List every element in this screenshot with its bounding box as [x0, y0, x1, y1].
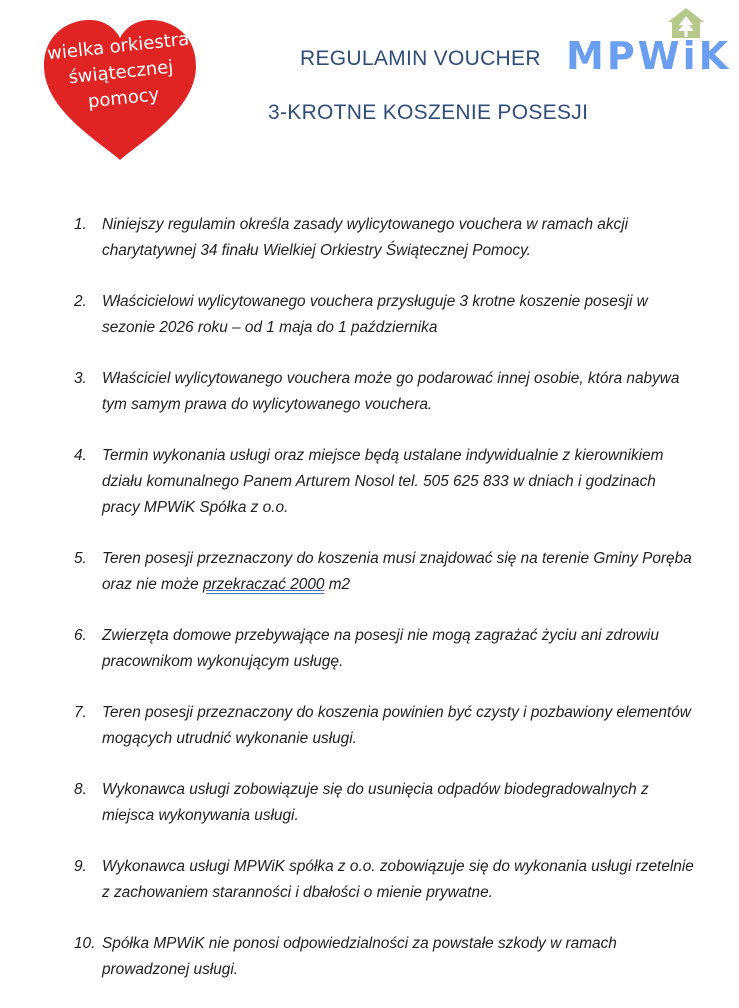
rule-item [74, 212, 694, 264]
rule-item [74, 546, 694, 598]
rule-number: 1. [74, 216, 87, 233]
wosp-heart-logo [40, 14, 212, 164]
rule-number: 6. [74, 627, 87, 644]
heart-logo-text [37, 26, 204, 120]
rule-text: Właściciel wylicytowanego vouchera może go podarować innej osobie, która nabywa tym samym prawa do wylicytowanego vouchera. [102, 370, 680, 413]
heart-line-3: pomocy [86, 84, 161, 113]
document-subtitle: 3-KROTNE KOSZENIE POSESJI [268, 101, 589, 124]
rule-number: 8. [74, 781, 87, 798]
heart-line-1: wielka orkiestra [46, 28, 191, 65]
rule-text-underlined: przekraczać 2000 [202, 576, 325, 593]
rule-number: 3. [74, 370, 87, 387]
rule-item [74, 777, 694, 829]
rule-text: Wykonawca usługi MPWiK spółka z o.o. zobowiązuje się do wykonania usługi rzetelnie z zachowaniem staranności i dbałości o mienie prywatne. [102, 858, 694, 901]
rule-item [74, 854, 694, 906]
rules-list [74, 212, 694, 1008]
rule-number: 7. [74, 704, 87, 721]
rule-text: Teren posesji przeznaczony do koszenia powinien być czysty i pozbawiony elementów mogących utrudnić wykonanie usługi. [102, 704, 691, 747]
rule-text: Termin wykonania usługi oraz miejsce będą ustalane indywidualnie z kierownikiem działu komunalnego Panem Arturem Nosol tel. 505 625 833 w dniach i godzinach pracy MPWiK Spółka z o.o. [102, 447, 664, 516]
rule-number: 10. [74, 935, 96, 952]
rule-number: 2. [74, 293, 87, 310]
rule-text-before: Teren posesji przeznaczony do koszenia musi znajdować się na terenie Gminy Poręba oraz nie może [102, 550, 692, 593]
rule-text: Zwierzęta domowe przebywające na posesji nie mogą zagrażać życiu ani zdrowiu pracownikom wykonującym usługę. [102, 627, 659, 670]
rule-text [102, 546, 694, 598]
heart-line-2: świątecznej [67, 56, 175, 89]
document-title: REGULAMIN VOUCHER [300, 47, 541, 70]
rule-number: 5. [74, 550, 87, 567]
rule-number: 9. [74, 858, 87, 875]
rule-text: Właścicielowi wylicytowanego vouchera przysługuje 3 krotne koszenie posesji w sezonie 2026 roku – od 1 maja do 1 października [102, 293, 648, 336]
rule-text: Spółka MPWiK nie ponosi odpowiedzialności za powstałe szkody w ramach prowadzonej usługi. [102, 935, 617, 978]
rule-item [74, 366, 694, 418]
rule-item [74, 623, 694, 675]
rule-number: 4. [74, 447, 87, 464]
rule-text-after: m2 [324, 576, 351, 593]
mpwik-logo-text: MPWiK [566, 34, 732, 78]
rule-item [74, 700, 694, 752]
rule-text: Wykonawca usługi zobowiązuje się do usunięcia odpadów biodegradowalnych z miejsca wykonywania usługi. [102, 781, 649, 824]
rule-text: Niniejszy regulamin określa zasady wylicytowanego vouchera w ramach akcji charytatywnej 34 finału Wielkiej Orkiestry Świątecznej Pomocy. [102, 216, 629, 259]
rule-item [74, 443, 694, 521]
rule-item [74, 931, 694, 983]
rule-item [74, 289, 694, 341]
mpwik-logo [566, 6, 736, 84]
